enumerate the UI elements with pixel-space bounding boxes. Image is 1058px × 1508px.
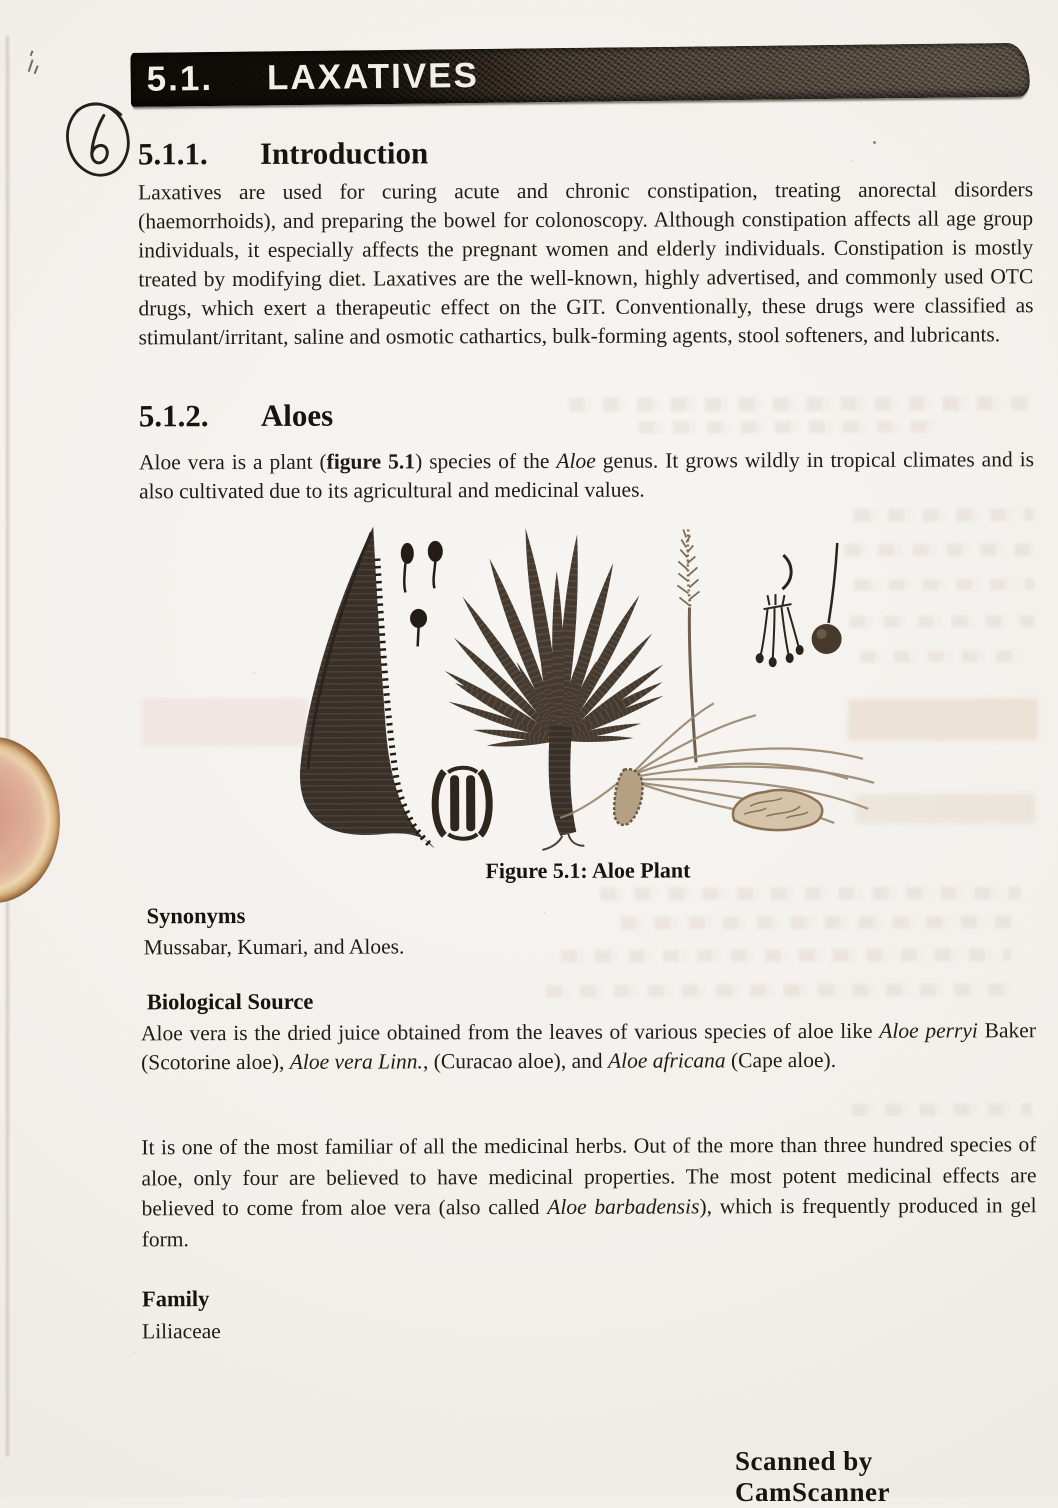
bleed-through-ghost-text (850, 615, 1035, 628)
bleed-through-ghost-text (639, 421, 939, 434)
text-run: genus. It grows wildly in tropical climates and is also cultivated due to its agricultural and medicinal values. (139, 447, 1035, 504)
bleed-through-ghost-text (600, 886, 1020, 900)
aloe-rosette-drawing (442, 526, 667, 748)
family-body: Liliaceae (141, 1319, 221, 1344)
text-run: , (Curacao aloe), and (422, 1048, 609, 1074)
handwritten-circled-number (62, 97, 136, 181)
aloe-leaf-drawing (299, 526, 434, 848)
bleed-through-ghost-text (854, 508, 1034, 522)
text-run-italic: Aloe vera Linn. (289, 1049, 423, 1074)
synonyms-heading: Synonyms (146, 902, 246, 929)
intro-heading-number: 5.1.1. (137, 136, 208, 172)
text-run-italic: Aloe (556, 448, 596, 473)
intro-heading-title: Introduction (259, 135, 429, 171)
bleed-through-ghost-text (546, 983, 1016, 998)
text-run: Aloe vera is the dried juice obtained from the leaves of various species of aloe like (140, 1018, 880, 1046)
bleed-through-ghost-text (569, 396, 1029, 412)
bleed-through-ghost-text (844, 543, 1034, 557)
bleed-through-ghost-text (561, 948, 1011, 963)
intro-paragraph: Laxatives are used for curing acute and chronic constipation, treating anorectal disorders (haemorrhoids), and preparing the bowel for colonoscopy. Although constipation affects all age group individuals, it especially affects the pregnant women and elderly individuals. Constipation is mostly treated by modifying diet. Laxatives are the well-known, highly advertised, and commonly used OTC drugs, which exert a therapeutic effect on the GIT. Conventionally, these drugs were classified as stimulant/irritant, saline and osmotic cathartics, bulk-forming agents, stool softeners, and lubricants. (138, 177, 1034, 350)
stamen-details (401, 541, 442, 646)
bleed-through-ghost-text (860, 650, 1030, 663)
bell-flower-detail (756, 594, 802, 666)
camscanner-watermark: Scanned by CamScanner (735, 1446, 890, 1507)
biological-source-paragraph (141, 1016, 1036, 1077)
aloes-paragraph (139, 445, 1034, 506)
handwritten-number-glyph (92, 115, 108, 162)
text-run: (Cape aloe). (725, 1047, 837, 1073)
banner-section-number: 5.1. (146, 58, 214, 99)
aloe-plant-figure (277, 517, 903, 854)
bleed-through-ghost-text (854, 578, 1034, 591)
bleed-through-ghost-text (851, 1103, 1031, 1116)
text-run: ), which is frequently produced in gel form. (141, 1193, 1037, 1251)
medicinal-herbs-paragraph (141, 1129, 1036, 1254)
text-run-italic: Aloe barbadensis (547, 1194, 700, 1219)
text-run: It is one of the most familiar of all the medicinal herbs. Out of the more than three hundred species of aloe, only four are believed to have medicinal properties. The most potent medicinal effects are believed to come from aloe vera (also called (141, 1132, 1037, 1221)
resin-lump-detail (733, 790, 822, 830)
synonyms-body: Mussabar, Kumari, and Aloes. (143, 934, 405, 960)
aloes-heading-number: 5.1.2. (138, 398, 209, 434)
bleed-through-highlight-block (142, 698, 307, 747)
text-run: Aloe vera is a plant ( (138, 449, 327, 475)
text-run-italic: Aloe africana (607, 1048, 726, 1073)
figure-caption: Figure 5.1: Aloe Plant (485, 857, 691, 884)
biological-source-heading: Biological Source (146, 988, 314, 1015)
curved-petal-detail (782, 555, 791, 589)
pod-detail (614, 769, 643, 825)
banner-title: LAXATIVES (266, 55, 480, 98)
aloes-heading-title: Aloes (260, 397, 334, 433)
section-banner (130, 43, 1030, 107)
family-heading: Family (141, 1286, 210, 1312)
intro-heading (138, 136, 428, 171)
text-run: Baker (Scotorine aloe), (141, 1018, 1037, 1075)
bleed-through-highlight-block (855, 793, 1035, 824)
text-run-bold: figure 5.1 (326, 449, 416, 474)
text-run: ) species of the (415, 448, 557, 474)
bleed-through-ghost-text (621, 915, 1011, 929)
seed-capsule-detail (435, 768, 489, 839)
bleed-through-highlight-block (848, 698, 1038, 741)
capsule-on-stalk-detail (811, 543, 841, 654)
text-run-italic: Aloe perryi (879, 1018, 978, 1043)
pen-mark (24, 48, 46, 76)
aloes-heading (139, 399, 333, 434)
